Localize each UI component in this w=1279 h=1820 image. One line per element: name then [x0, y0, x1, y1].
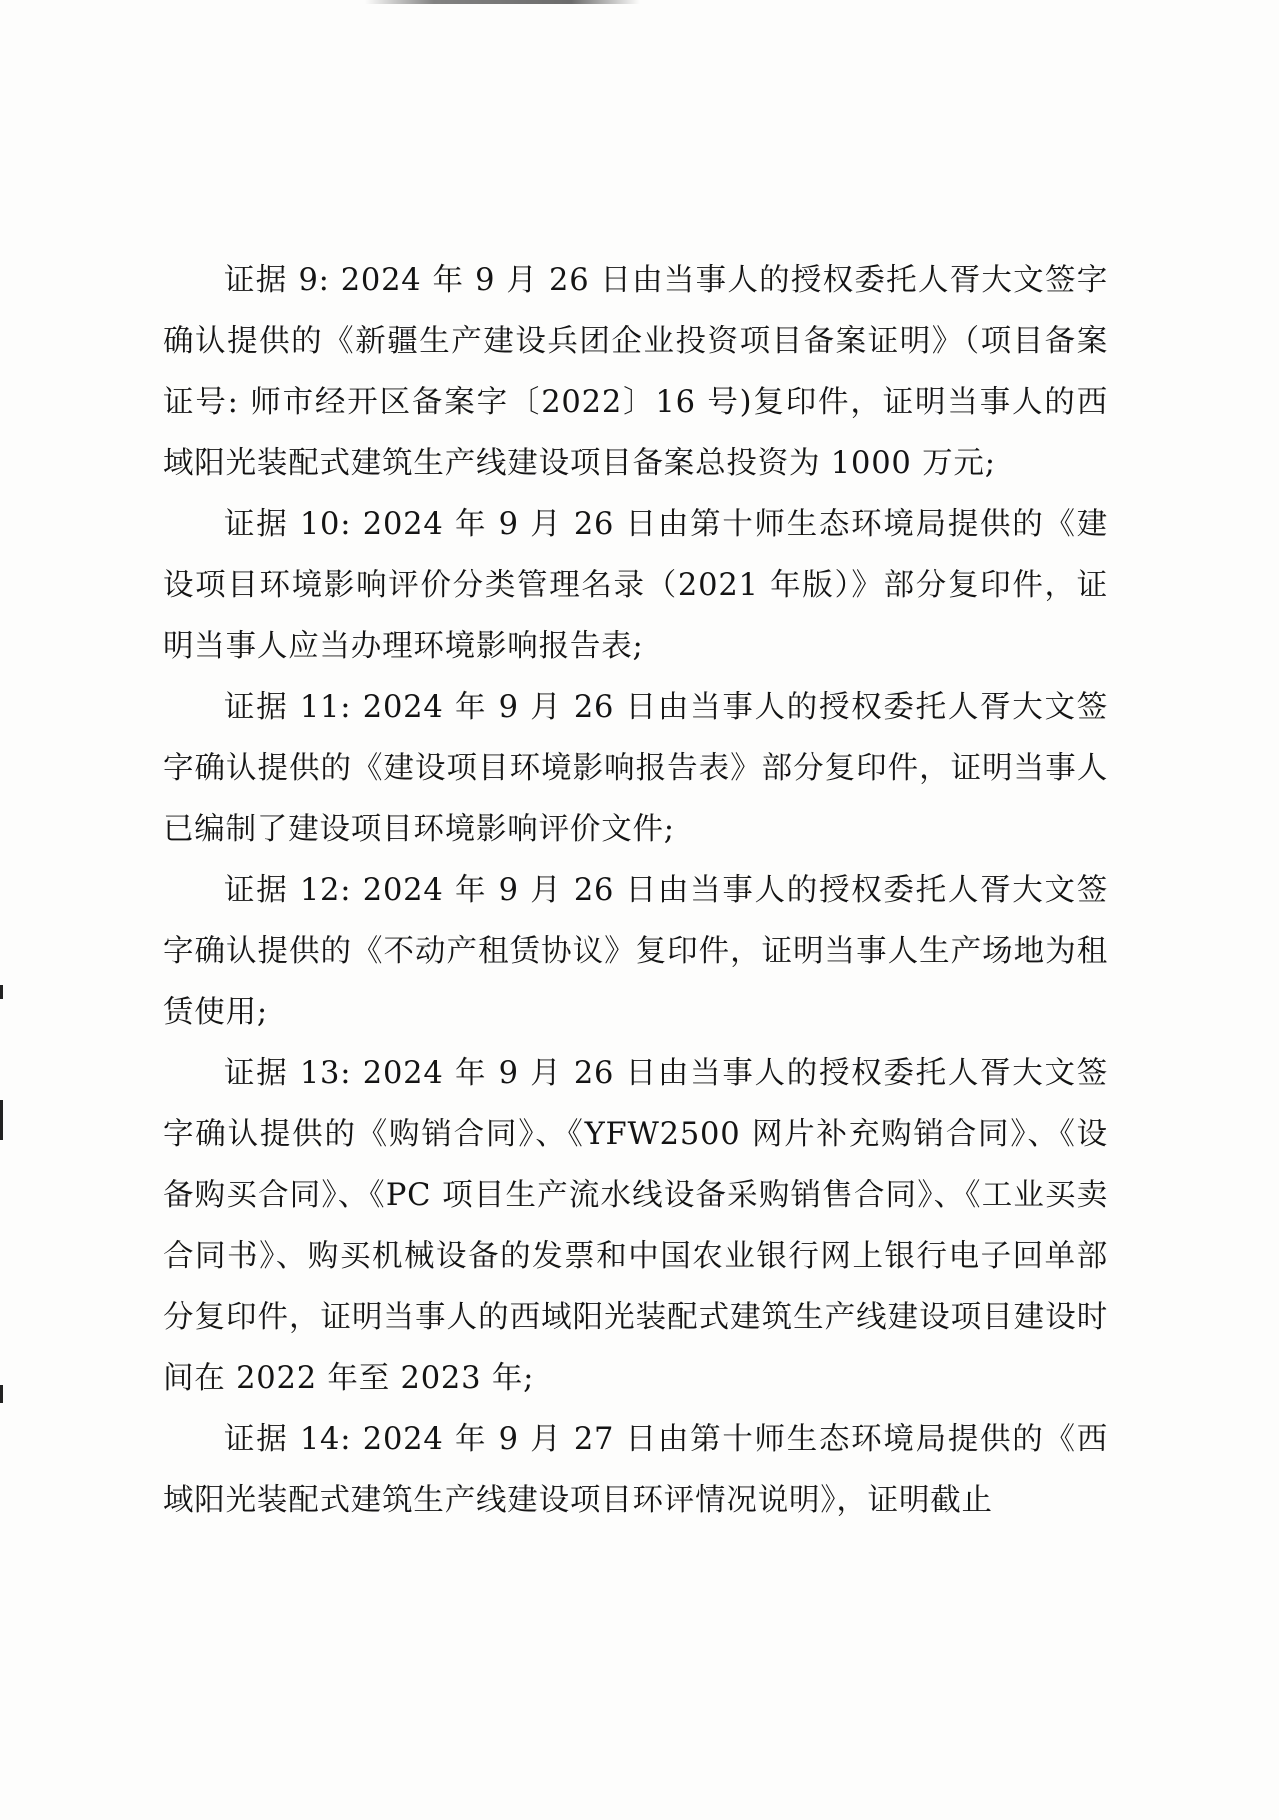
evidence-paragraph-11: 证据 11: 2024 年 9 月 26 日由当事人的授权委托人胥大文签字确认提供的《建设项目环境影响报告表》部分复印件，证明当事人已编制了建设项目环境影响评价文件;: [163, 690, 1108, 847]
scan-edge-mark-left: [0, 1100, 3, 1140]
document-body: [163, 250, 1108, 1531]
scan-edge-mark-left: [0, 1385, 3, 1403]
evidence-paragraph-14: 证据 14: 2024 年 9 月 27 日由第十师生态环境局提供的《西域阳光装配式建筑生产线建设项目环评情况说明》，证明截止: [163, 1422, 1108, 1518]
evidence-paragraph-12: 证据 12: 2024 年 9 月 26 日由当事人的授权委托人胥大文签字确认提供的《不动产租赁协议》复印件，证明当事人生产场地为租赁使用;: [163, 873, 1108, 1030]
evidence-paragraph-9: 证据 9: 2024 年 9 月 26 日由当事人的授权委托人胥大文签字确认提供的《新疆生产建设兵团企业投资项目备案证明》（项目备案证号: 师市经开区备案字〔2022〕16 号)复印件，证明当事人的西域阳光装配式建筑生产线建设项目备案总投资为 1000 万元;: [163, 263, 1108, 481]
scan-edge-mark-top: [365, 0, 640, 4]
evidence-paragraph-10: 证据 10: 2024 年 9 月 26 日由第十师生态环境局提供的《建设项目环境影响评价分类管理名录（2021 年版）》部分复印件，证明当事人应当办理环境影响报告表;: [163, 507, 1108, 664]
scan-edge-mark-left: [0, 985, 3, 999]
evidence-paragraph-13: 证据 13: 2024 年 9 月 26 日由当事人的授权委托人胥大文签字确认提供的《购销合同》、《YFW2500 网片补充购销合同》、《设备购买合同》、《PC 项目生产流水线设备采购销售合同》、《工业买卖合同书》、购买机械设备的发票和中国农业银行网上银行电子回单部分复印件，证明当事人的西域阳光装配式建筑生产线建设项目建设时间在 2022 年至 2023 年;: [163, 1056, 1108, 1396]
